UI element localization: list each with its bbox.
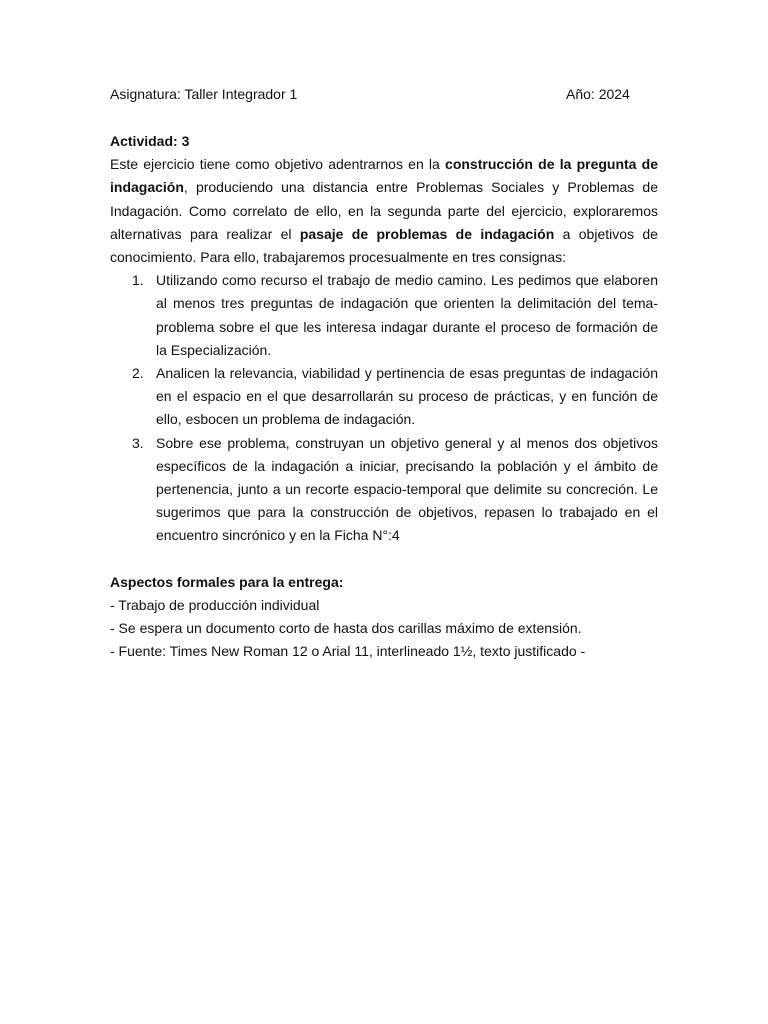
activity-intro: [110, 153, 658, 269]
formal-item: - Se espera un documento corto de hasta dos carillas máximo de extensión.: [110, 620, 582, 637]
year-label: Año: 2024: [566, 86, 630, 102]
step-text: Sobre ese problema, construyan un objetivo general y al menos dos objetivos específicos de la indagación a iniciar, precisando la población y el ámbito de pertenencia, junto a un recorte espacio-temporal que delimite su concreción. Le sugerimos que para la construcción de objetivos, repasen lo trabajado en el encuentro sincrónico y en la Ficha N°:4: [156, 434, 658, 544]
steps-list: [110, 269, 658, 547]
intro-bold-2: pasaje de problemas de indagación: [299, 225, 555, 242]
intro-text-3: a objetivos de conocimiento. Para ello, trabajaremos procesualmente en tres consignas:: [110, 225, 658, 266]
step-number: 3.: [132, 434, 144, 451]
step-number: 2.: [132, 365, 144, 382]
formal-item: - Fuente: Times New Roman 12 o Arial 11, interlineado 1½, texto justificado -: [110, 643, 586, 660]
section-spacer: [110, 548, 658, 571]
document-header: [110, 85, 658, 103]
subject-label: Asignatura: Taller Integrador 1: [110, 86, 298, 102]
intro-bold-1: construcción de la pregunta de indagación: [110, 156, 659, 196]
step-number: 1.: [132, 272, 144, 289]
step-text: Utilizando como recurso el trabajo de medio camino. Les pedimos que elaboren al menos tres preguntas de indagación que orienten la delimitación del tema-problema sobre el que les interesa indagar durante el proceso de formación de la Especialización.: [156, 272, 658, 358]
intro-text-2: , produciendo una distancia entre Problemas Sociales y Problemas de Indagación. Como correlato de ello, en la segunda parte del ejercicio, exploraremos alternativas para realizar el: [110, 179, 658, 242]
activity-title: Actividad: 3: [110, 133, 190, 149]
step-text: Analicen la relevancia, viabilidad y pertinencia de esas preguntas de indagación en el espacio en el que desarrollarán su proceso de prácticas, y en función de ello, esbocen un problema de indagación.: [156, 365, 658, 428]
list-item: [110, 362, 658, 432]
list-item: [110, 269, 658, 362]
document-body: [110, 130, 658, 664]
formal-item: - Trabajo de producción individual: [110, 597, 320, 614]
list-item: [110, 432, 658, 548]
intro-text-1: Este ejercicio tiene como objetivo adentrarnos en la: [110, 156, 446, 173]
formal-aspects-title: Aspectos formales para la entrega:: [110, 573, 344, 590]
